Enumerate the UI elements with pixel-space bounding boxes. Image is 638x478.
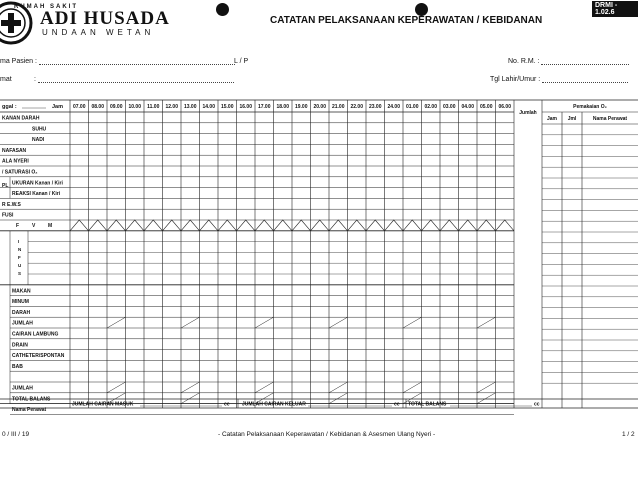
diagonal-mark: [477, 317, 496, 328]
fvm-mark: [292, 220, 311, 231]
hour-header: 12.00: [165, 104, 179, 110]
row-label-top: KANAN DARAH: [2, 115, 40, 122]
pem-nama-header: Nama Perawat: [592, 116, 628, 122]
diagonal-mark: [329, 382, 348, 393]
fvm-mark: [126, 220, 145, 231]
hour-header: 19.00: [294, 104, 308, 110]
fvm-mark: [89, 220, 108, 231]
row-label-top: FUSI: [2, 212, 14, 219]
diagonal-mark: [403, 382, 422, 393]
fvm-mark: [329, 220, 348, 231]
diagonal-mark: [403, 317, 422, 328]
cc-unit: cc: [534, 401, 540, 408]
diagonal-mark: [255, 317, 274, 328]
hospital-name: ADI HUSADA: [40, 8, 170, 29]
fvm-mark: [496, 220, 515, 231]
infus-letter: U: [18, 262, 22, 268]
diagonal-mark: [107, 317, 126, 328]
row-label-top: SUHU: [32, 126, 47, 133]
row-label-top: / SATURASI O₂: [2, 169, 38, 176]
fvm-mark: [385, 220, 404, 231]
fvm-mark: [459, 220, 478, 231]
fvm-mark: [218, 220, 237, 231]
diagonal-mark: [181, 382, 200, 393]
hour-header: 11.00: [147, 104, 160, 110]
hour-header: 23.00: [368, 104, 382, 110]
hour-header: 01.00: [405, 104, 419, 110]
footer-caption: - Catatan Pelaksanaan Keperawatan / Kebidanan & Asesmen Ulang Nyeri -: [218, 431, 436, 438]
fvm-mark: [70, 220, 89, 231]
row-label-bottom: BAB: [12, 363, 23, 370]
fvm-mark: [255, 220, 274, 231]
punch-hole-left: [216, 3, 229, 16]
hour-header: 16.00: [239, 104, 253, 110]
form-title: CATATAN PELAKSANAAN KEPERAWATAN / KEBIDANAN: [270, 15, 543, 26]
fvm-mark: [200, 220, 219, 231]
infus-letter: S: [18, 270, 22, 276]
fvm-label: F: [16, 223, 20, 229]
hour-header: 24.00: [387, 104, 401, 110]
gender-label: L / P: [234, 58, 249, 65]
row-label-top: NAFASAN: [2, 147, 27, 154]
row-label-top: R E.W.S: [2, 201, 21, 208]
hour-header: 09.00: [109, 104, 123, 110]
hour-header: 20.00: [313, 104, 327, 110]
row-label-top: REAKSI Kanan / Kiri: [12, 191, 61, 198]
jumlah-header: Jumlah: [519, 110, 537, 116]
hour-header: 14.00: [202, 104, 216, 110]
hour-header: 06.00: [498, 104, 512, 110]
row-label-bottom: MINUM: [12, 299, 29, 306]
row-label-top: NADI: [32, 137, 45, 144]
row-label-bottom: TOTAL BALANS: [12, 396, 51, 403]
infus-letter: N: [18, 246, 22, 252]
diagonal-mark: [181, 393, 200, 404]
pl-label: PL: [2, 182, 9, 189]
hour-header: 21.00: [331, 104, 345, 110]
footer-revision: 0 / III / 19: [2, 431, 30, 438]
hour-header: 10.00: [128, 104, 142, 110]
nama-pasien-field[interactable]: [0, 58, 235, 65]
fvm-mark: [237, 220, 256, 231]
hour-header: 22.00: [350, 104, 364, 110]
document-code-badge: DRMI - 1.02.6: [592, 1, 638, 17]
fvm-mark: [274, 220, 293, 231]
row-label-bottom: MAKAN: [12, 288, 31, 295]
tanggal-label: ggal :: [2, 104, 17, 110]
no-rm-field[interactable]: [508, 58, 629, 65]
fvm-mark: [181, 220, 200, 231]
row-label-bottom: JUMLAH: [12, 320, 33, 327]
hour-header: 07.00: [72, 104, 86, 110]
fvm-mark: [422, 220, 441, 231]
cc-unit: cc: [224, 401, 230, 408]
fvm-mark: [107, 220, 126, 231]
hospital-top-label: RUMAH SAKIT: [14, 4, 78, 10]
fvm-mark: [440, 220, 459, 231]
hour-header: 02.00: [424, 104, 438, 110]
fvm-mark: [348, 220, 367, 231]
hour-header: 08.00: [91, 104, 105, 110]
diagonal-mark: [329, 393, 348, 404]
diagonal-mark: [181, 317, 200, 328]
row-label-bottom: JUMLAH: [12, 385, 33, 392]
row-label-bottom: CATHETER/SPONTAN: [12, 353, 65, 360]
cc-unit: cc: [394, 401, 400, 408]
jam-label: Jam: [52, 104, 64, 110]
row-label-bottom: DARAH: [12, 309, 31, 316]
pem-jml-header: Jml: [567, 116, 577, 122]
diagonal-mark: [477, 382, 496, 393]
fvm-mark: [403, 220, 422, 231]
row-label-bottom: CAIRAN LAMBUNG: [12, 331, 59, 338]
row-label-bottom: DRAIN: [12, 342, 28, 349]
no-rm-label: No. R.M. :: [508, 58, 540, 65]
alamat-field[interactable]: [34, 76, 234, 83]
row-label-top: UKURAN Kanan / Kiri: [12, 180, 63, 187]
hour-header: 17.00: [257, 104, 271, 110]
infus-letter: F: [18, 254, 21, 260]
tgl-lahir-field[interactable]: [490, 76, 628, 83]
alamat-colon: :: [34, 76, 36, 83]
footer-page-number: 1 / 2: [622, 431, 635, 438]
tgl-lahir-label: Tgl Lahir/Umur :: [490, 76, 541, 83]
fvm-mark: [144, 220, 163, 231]
fvm-label: M: [48, 223, 53, 229]
hour-header: 13.00: [183, 104, 197, 110]
hour-header: 18.00: [276, 104, 290, 110]
pemakaian-header: Pemakaian O₂: [573, 104, 607, 110]
diagonal-mark: [107, 382, 126, 393]
diagonal-mark: [255, 382, 274, 393]
fvm-mark: [366, 220, 385, 231]
row-label-top: ALA NYERI: [2, 158, 29, 165]
hour-header: 05.00: [479, 104, 493, 110]
nama-pasien-label: ma Pasien :: [0, 58, 37, 65]
fvm-mark: [477, 220, 496, 231]
fvm-label: V: [32, 223, 36, 229]
alamat-label: mat: [0, 76, 12, 83]
diagonal-mark: [477, 393, 496, 404]
hour-header: 04.00: [461, 104, 475, 110]
footer-masuk-label: JUMLAH CAIRAN MASUK: [72, 401, 134, 408]
hospital-subtitle: UNDAAN WETAN: [42, 28, 155, 37]
hour-header: 03.00: [442, 104, 456, 110]
infus-letter: I: [18, 238, 20, 244]
pem-jam-header: Jam: [546, 116, 558, 122]
row-label-bottom: Nama Perawat: [12, 407, 47, 414]
footer-balans-label: TOTAL BALANS: [408, 401, 447, 408]
footer-keluar-label: JUMLAH CAIRAN KELUAR: [242, 401, 306, 408]
observation-grid: [0, 98, 638, 422]
fvm-mark: [311, 220, 330, 231]
fvm-mark: [163, 220, 182, 231]
hour-header: 15.00: [220, 104, 234, 110]
diagonal-mark: [329, 317, 348, 328]
